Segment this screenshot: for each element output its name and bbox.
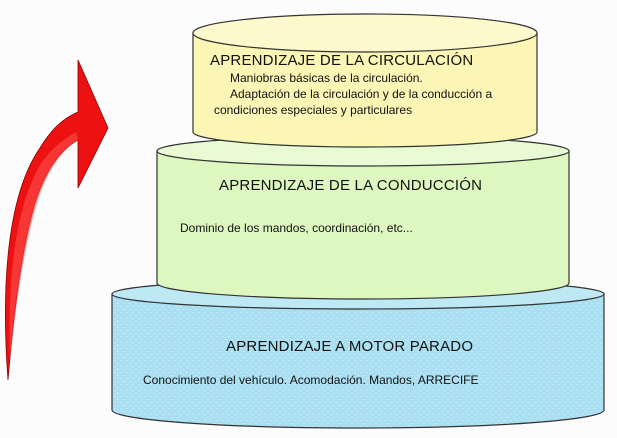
tier-middle-item-1: Dominio de los mandos, coordinación, etc... — [180, 221, 413, 235]
arrow-highlight — [10, 132, 78, 360]
tier-top-item-2: Adaptación de la circulación y de la conducción a — [230, 87, 493, 101]
tier-bottom-item-1: Conocimiento del vehículo. Acomodación. Mandos, ARRECIFE — [143, 373, 479, 387]
tier-top-item-1: Maniobras básicas de la circulación. — [230, 71, 423, 85]
tier-middle-cylinder — [157, 136, 569, 299]
progress-arrow-icon — [5, 60, 108, 380]
tier-top-title: APRENDIZAJE DE LA CIRCULACIÓN — [210, 52, 474, 69]
tier-top-item-3: condiciones especiales y particulares — [214, 103, 413, 117]
tier-bottom-body — [112, 294, 604, 428]
tier-top-rim — [193, 14, 537, 52]
tier-middle-title: APRENDIZAJE DE LA CONDUCCIÓN — [219, 177, 483, 194]
tier-bottom-title: APRENDIZAJE A MOTOR PARADO — [226, 338, 474, 355]
